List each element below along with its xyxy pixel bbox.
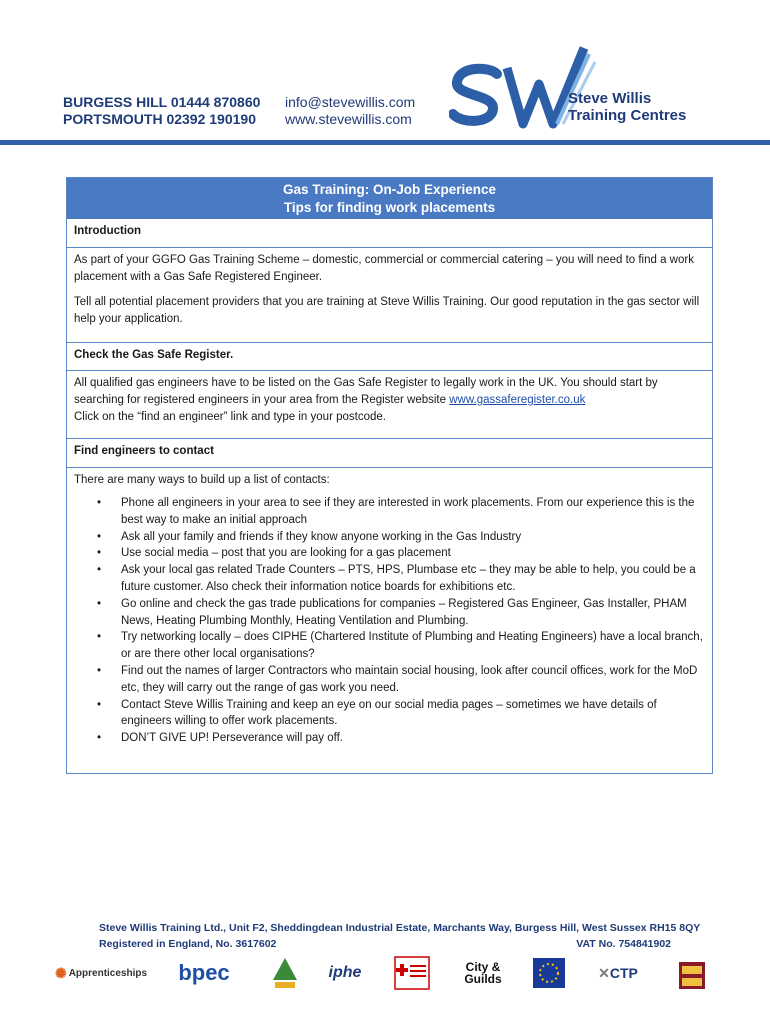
list-item: • Phone all engineers in your area to see if they are interested in work placements. From our experience this is the best way to make an initial approach: [121, 495, 705, 529]
eu-flag-icon: [533, 958, 565, 988]
register-heading: Check the Gas Safe Register.: [74, 349, 234, 361]
find-engineers-heading: Find engineers to contact: [74, 445, 214, 457]
footer-vat: VAT No. 754841902: [576, 938, 671, 950]
list-item: • Find out the names of larger Contractors who maintain social housing, look after council offices, work for the MoD etc, they will carry out the range of gas work you need.: [121, 663, 705, 697]
city-and-guilds-logo: City & Guilds: [464, 960, 502, 986]
ctp-cross-icon: ✕: [598, 964, 610, 981]
list-item: • Use social media – post that you are looking for a gas placement: [121, 545, 705, 562]
introduction-heading: Introduction: [74, 225, 142, 237]
phone-portsmouth: PORTSMOUTH 02392 190190: [63, 111, 256, 127]
email-link[interactable]: info@stevewillis.com: [285, 94, 416, 110]
gas-safe-register-link[interactable]: www.gassaferegister.co.uk: [449, 394, 586, 406]
title-line-1: Gas Training: On-Job Experience: [282, 182, 497, 197]
approved-training-centre-logo: [270, 955, 300, 991]
list-item: • Ask your local gas related Trade Counters – PTS, HPS, Plumbase etc – they may be able to help, you could be a future customer. Also check their information notice boards for exhibitions etc.: [121, 562, 705, 596]
find-engineers-intro: There are many ways to build up a list of contacts:: [74, 474, 330, 486]
list-item: • DON’T GIVE UP! Perseverance will pay off.: [121, 730, 705, 747]
apprenticeships-swirl-icon: ✺: [54, 964, 67, 981]
list-item: • Ask all your family and friends if they know anyone working in the Gas Industry: [121, 529, 705, 546]
header-web-block: [285, 94, 415, 128]
esf-logo: [532, 955, 566, 991]
gas-assessment-centre-logo: [392, 955, 432, 991]
register-text: All qualified gas engineers have to be listed on the Gas Safe Register to legally work in the UK. You should start by searching for registered engineers in your area from the Register website: [74, 377, 658, 406]
section-body-find-engineers: [67, 467, 712, 773]
training-centre-badge-icon: [272, 956, 298, 990]
introduction-paragraph-1: As part of your GGFO Gas Training Scheme – domestic, commercial or commercial catering – you will need to find a work placement with a Gas Safe Registered Engineer.: [74, 254, 694, 283]
footer-address: Steve Willis Training Ltd., Unit F2, Sheddingdean Industrial Estate, Marchants Way, Burgess Hill, West Sussex RH15 8QY: [99, 922, 701, 934]
assessment-centre-badge-icon: [394, 956, 430, 990]
title-line-2: Tips for finding work placements: [283, 200, 496, 215]
header-phone-block: [63, 94, 260, 128]
apprenticeships-logo: ✺ Apprenticeships: [54, 964, 148, 981]
iphe-logo: iphe: [328, 964, 362, 981]
phone-burgess-hill: BURGESS HILL 01444 870860: [63, 94, 261, 110]
footer-company-info: [99, 920, 701, 952]
website-link[interactable]: www.stevewillis.com: [285, 111, 412, 127]
section-heading-introduction: [67, 219, 712, 247]
logo-line-1: Steve Willis: [568, 90, 652, 107]
list-item: • Contact Steve Willis Training and keep an eye on our social media pages – sometimes we have details of engineers willing to offer work placements.: [121, 697, 705, 731]
section-heading-find-engineers: [67, 438, 712, 467]
list-item: • Go online and check the gas trade publications for companies – Registered Gas Engineer, Gas Installer, PHAM News, Heating Plumbing Monthly, Heating Ventilation and Plumbing.: [121, 596, 705, 630]
bpec-logo: bpec: [178, 960, 230, 985]
logo-wordmark: [568, 90, 686, 124]
list-item: • Try networking locally – does CIPHE (Chartered Institute of Plumbing and Heating Engineers) have a local branch, or are there other local organisations?: [121, 629, 705, 663]
document-title: [67, 178, 712, 219]
accreditation-logos: [54, 955, 720, 995]
placement-tips-table: [66, 177, 713, 774]
footer-registration: Registered in England, No. 3617602: [99, 938, 277, 950]
section-body-introduction: [67, 247, 712, 342]
header-divider: [0, 140, 770, 145]
ctp-logo: ✕ CTP: [598, 964, 638, 981]
section-heading-register: [67, 342, 712, 370]
elc-logo: [676, 955, 708, 991]
elc-badge-icon: [678, 956, 706, 990]
introduction-paragraph-2: Tell all potential placement providers that you are training at Steve Willis Training. Our good reputation in the gas sector will help your application.: [74, 296, 700, 325]
logo-line-2: Training Centres: [568, 107, 687, 124]
section-body-register: [67, 370, 712, 438]
register-instructions: Click on the “find an engineer” link and type in your postcode.: [74, 411, 386, 423]
contacts-list: [74, 495, 705, 747]
